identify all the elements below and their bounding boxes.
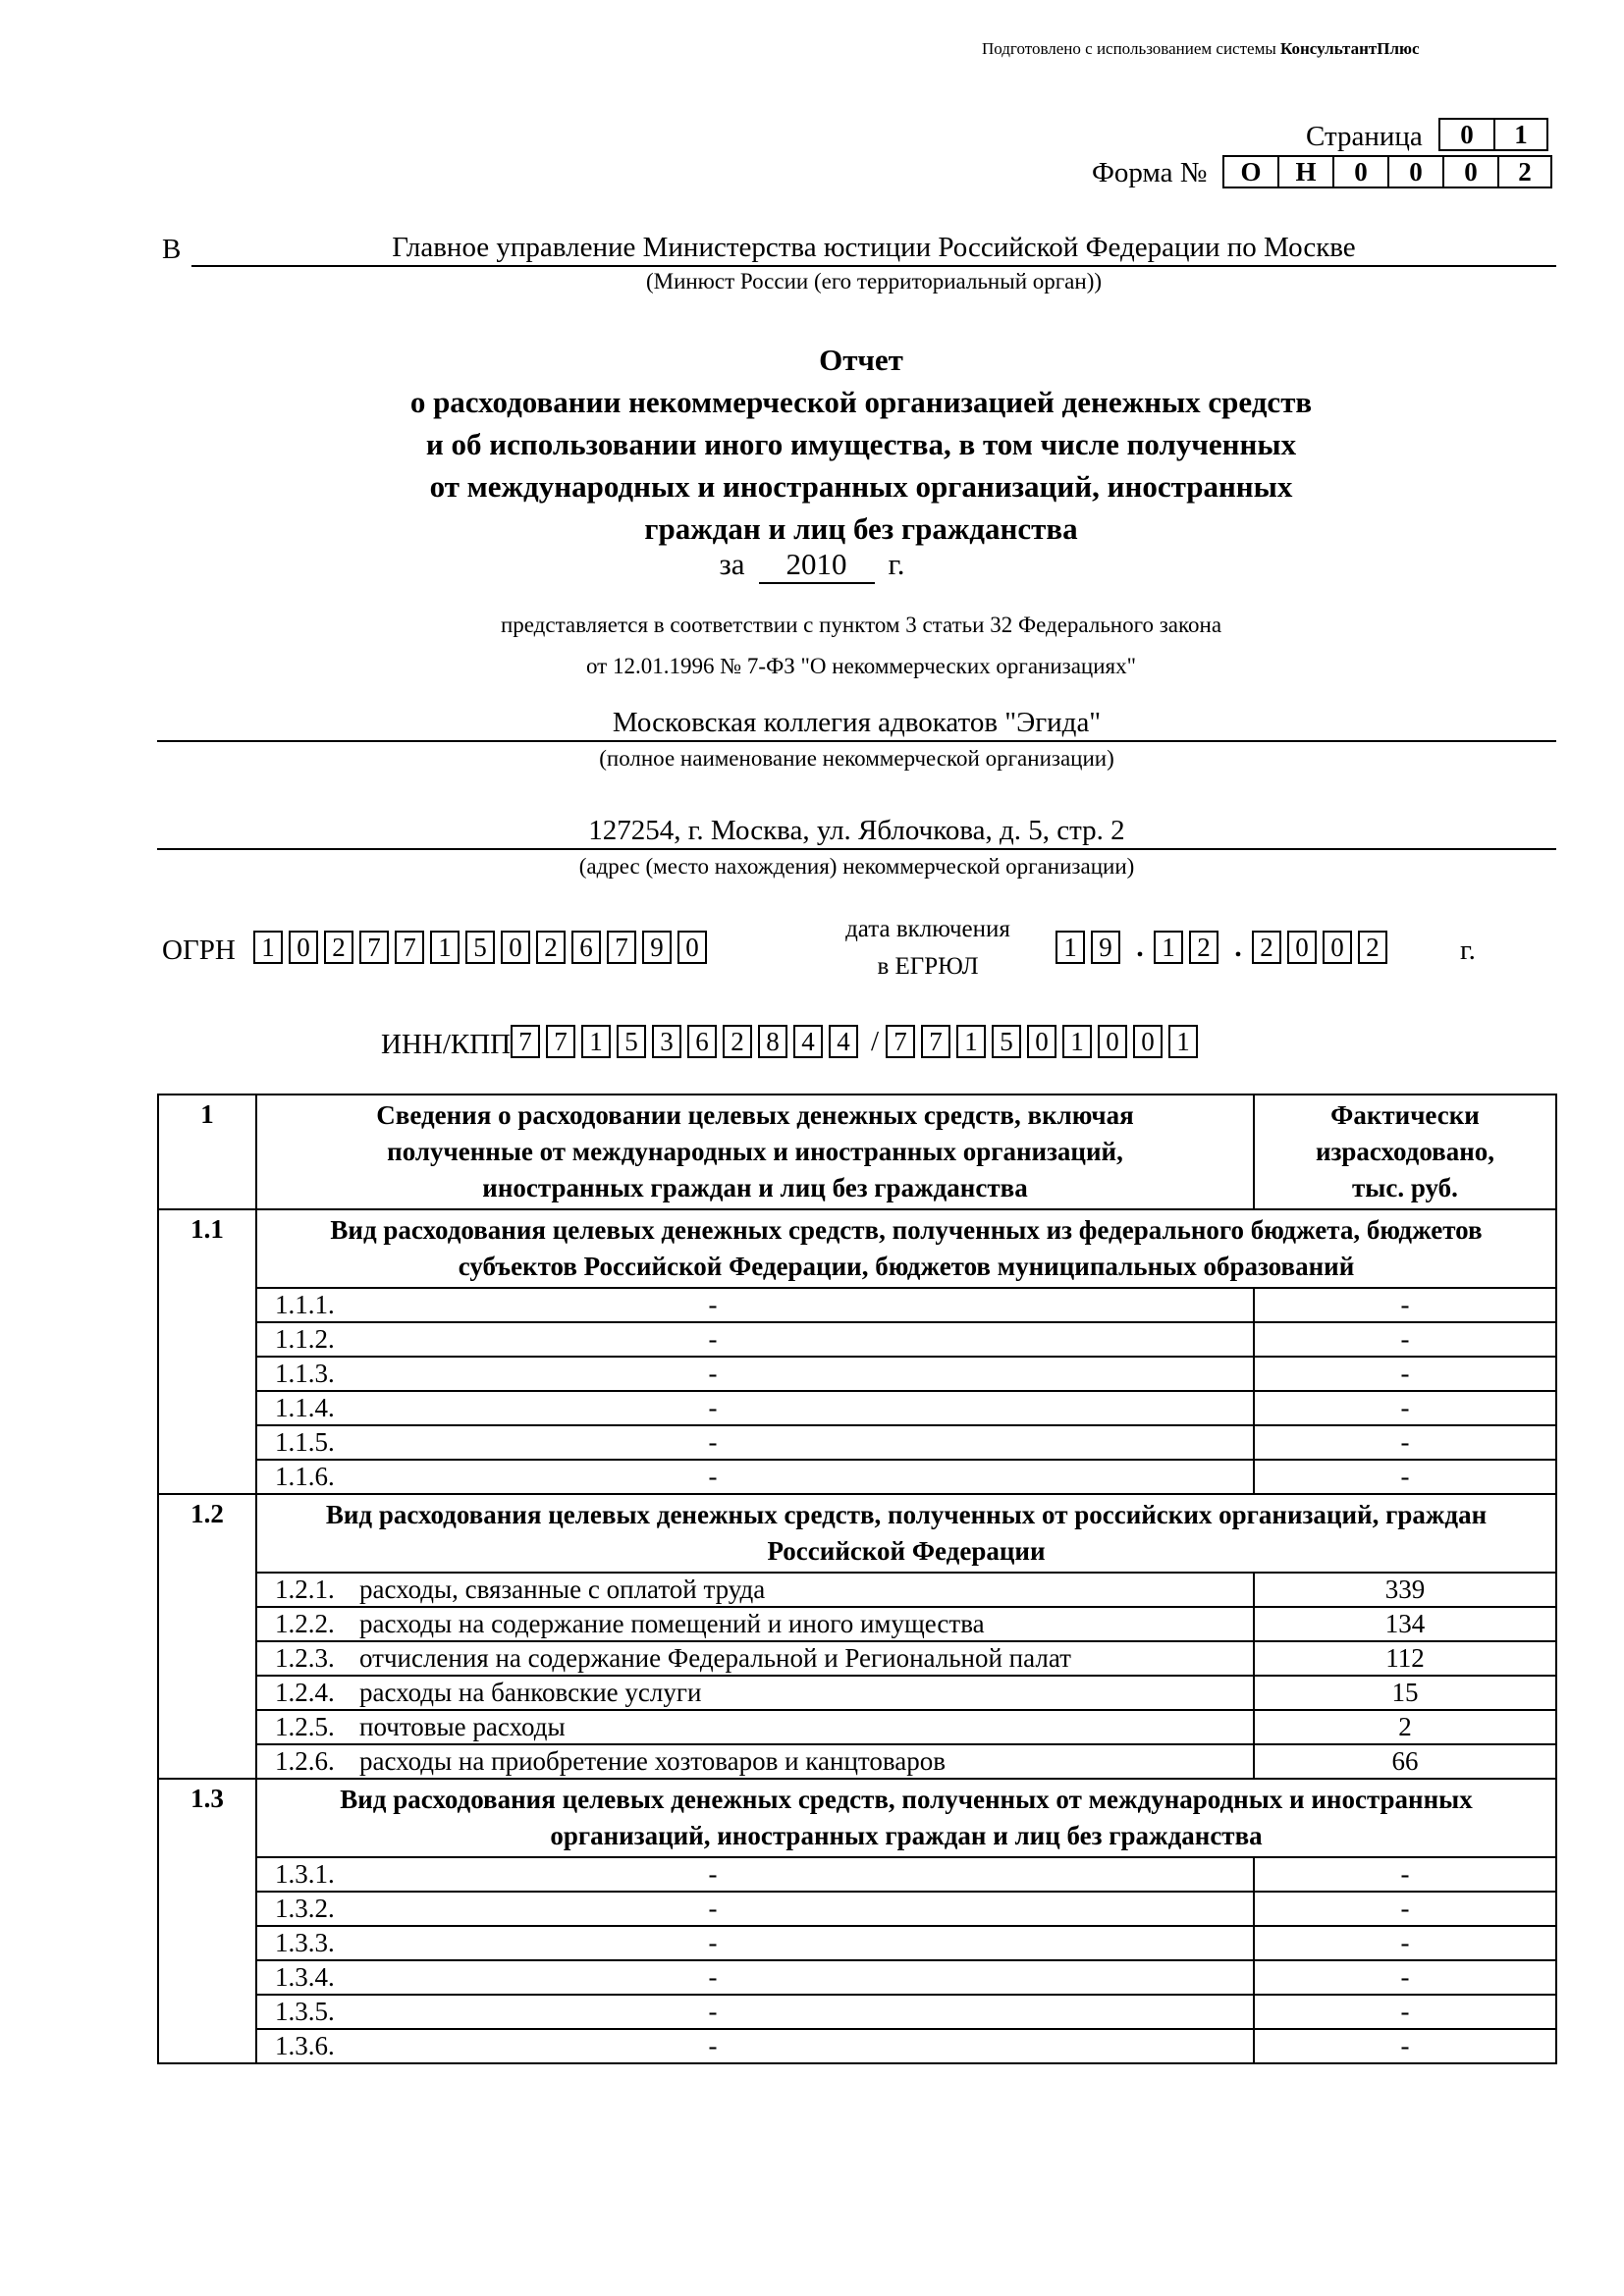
ogrn-digit: 0 bbox=[677, 931, 707, 964]
form-char: Н bbox=[1277, 155, 1332, 188]
row-label bbox=[256, 1425, 1254, 1460]
row-value: - bbox=[1254, 1460, 1556, 1494]
inn-kpp-separator: / bbox=[870, 1025, 880, 1057]
row-code: 1.2.5. bbox=[275, 1712, 335, 1741]
ogrn-digit: 1 bbox=[430, 931, 460, 964]
row-label bbox=[256, 1573, 1254, 1607]
ogrn-digit: 2 bbox=[324, 931, 353, 964]
ogrn-digit: 7 bbox=[607, 931, 636, 964]
inn-digit: 4 bbox=[793, 1025, 823, 1058]
address-caption: (адрес (место нахождения) некоммерческой организации) bbox=[578, 854, 1135, 879]
table-row bbox=[158, 1995, 1556, 2029]
inn-digit: 2 bbox=[723, 1025, 752, 1058]
kpp-digit: 7 bbox=[886, 1025, 915, 1058]
ogrn-digit: 1 bbox=[253, 931, 283, 964]
inn-digit: 4 bbox=[829, 1025, 858, 1058]
kpp-digit: 1 bbox=[1062, 1025, 1092, 1058]
table-row bbox=[158, 1391, 1556, 1425]
row-name: - bbox=[708, 1462, 718, 1491]
row-label bbox=[256, 1288, 1254, 1322]
section-title-line: Вид расходования целевых денежных средств, полученных от международных и иностранных bbox=[340, 1785, 1473, 1814]
form-char: 2 bbox=[1497, 155, 1552, 188]
row-name: - bbox=[708, 1324, 718, 1354]
section-title-line: субъектов Российской Федерации, бюджетов муниципальных образований bbox=[458, 1252, 1355, 1281]
table-row bbox=[158, 1892, 1556, 1926]
inn-digit: 3 bbox=[652, 1025, 681, 1058]
table-row bbox=[158, 1960, 1556, 1995]
row-code: 1.1.4. bbox=[275, 1393, 335, 1422]
section-title-line: Вид расходования целевых денежных средств, полученных из федерального бюджета, бюджетов bbox=[330, 1215, 1483, 1245]
row-value: - bbox=[1254, 1322, 1556, 1357]
row-label bbox=[256, 1460, 1254, 1494]
ogrn-cells bbox=[253, 931, 713, 964]
header-title-line: иностранных граждан и лиц без гражданства bbox=[482, 1173, 1028, 1202]
page-digit: 0 bbox=[1438, 118, 1493, 151]
row-name: расходы, связанные с оплатой труда bbox=[359, 1575, 766, 1604]
egrul-label-line: дата включения bbox=[845, 916, 1010, 942]
title-line: граждан и лиц без гражданства bbox=[644, 511, 1078, 546]
ogrn-digit: 7 bbox=[359, 931, 389, 964]
row-label bbox=[256, 1391, 1254, 1425]
row-label bbox=[256, 1607, 1254, 1641]
date-day-digit: 1 bbox=[1056, 931, 1085, 964]
header-note-brand: КонсультантПлюс bbox=[1280, 39, 1420, 58]
header-title-line: полученные от международных и иностранных организаций, bbox=[387, 1137, 1123, 1166]
row-name: почтовые расходы bbox=[359, 1712, 566, 1741]
table-row bbox=[158, 1573, 1556, 1607]
section-num: 1.2 bbox=[158, 1494, 256, 1779]
row-code: 1.2.1. bbox=[275, 1575, 335, 1604]
section-row bbox=[158, 1209, 1556, 1288]
ogrn-digit: 0 bbox=[289, 931, 318, 964]
row-value: - bbox=[1254, 1926, 1556, 1960]
ogrn-digit: 9 bbox=[642, 931, 672, 964]
expenditure-table bbox=[157, 1094, 1557, 2064]
kpp-digit: 0 bbox=[1098, 1025, 1127, 1058]
egrul-date-label bbox=[835, 911, 1021, 986]
row-name: - bbox=[708, 1962, 718, 1992]
row-name: - bbox=[708, 1290, 718, 1319]
row-name: отчисления на содержание Федеральной и Региональной палат bbox=[359, 1643, 1071, 1673]
table-row bbox=[158, 1460, 1556, 1494]
table-row bbox=[158, 1607, 1556, 1641]
row-label bbox=[256, 1322, 1254, 1357]
section-title-line: Вид расходования целевых денежных средств, полученных от российских организаций, граждан bbox=[325, 1500, 1488, 1529]
row-code: 1.3.1. bbox=[275, 1859, 335, 1889]
kpp-digit: 0 bbox=[1027, 1025, 1056, 1058]
inn-kpp-cells bbox=[511, 1025, 1204, 1058]
egrul-label-line: в ЕГРЮЛ bbox=[877, 953, 979, 980]
row-label bbox=[256, 1357, 1254, 1391]
egrul-date-cells bbox=[1056, 931, 1393, 964]
row-name: - bbox=[708, 1393, 718, 1422]
row-code: 1.1.2. bbox=[275, 1324, 335, 1354]
table-row bbox=[158, 1288, 1556, 1322]
row-value: - bbox=[1254, 1425, 1556, 1460]
table-row bbox=[158, 1744, 1556, 1779]
ogrn-digit: 0 bbox=[501, 931, 530, 964]
date-month-digit: 2 bbox=[1189, 931, 1218, 964]
row-value: 66 bbox=[1254, 1744, 1556, 1779]
date-separator: . bbox=[1234, 931, 1242, 963]
form-char: 0 bbox=[1332, 155, 1387, 188]
egrul-date-suffix: г. bbox=[1460, 934, 1476, 966]
title-line: от международных и иностранных организаций, иностранных bbox=[429, 469, 1293, 504]
inn-digit: 8 bbox=[758, 1025, 787, 1058]
row-label bbox=[256, 1676, 1254, 1710]
form-char: 0 bbox=[1442, 155, 1497, 188]
section-num: 1.1 bbox=[158, 1209, 256, 1494]
row-name: расходы на банковские услуги bbox=[359, 1678, 702, 1707]
row-value: - bbox=[1254, 1288, 1556, 1322]
row-value: - bbox=[1254, 1357, 1556, 1391]
kpp-digit: 5 bbox=[992, 1025, 1021, 1058]
table-row bbox=[158, 1641, 1556, 1676]
header-value bbox=[1254, 1095, 1556, 1209]
table-header-row bbox=[158, 1095, 1556, 1209]
inn-digit: 5 bbox=[617, 1025, 646, 1058]
row-name: - bbox=[708, 1859, 718, 1889]
row-code: 1.3.6. bbox=[275, 2031, 335, 2060]
date-month-digit: 1 bbox=[1154, 931, 1183, 964]
row-label bbox=[256, 1892, 1254, 1926]
page-digit: 1 bbox=[1493, 118, 1548, 151]
row-code: 1.2.2. bbox=[275, 1609, 335, 1638]
title-line: и об использовании иного имущества, в том числе полученных bbox=[425, 427, 1297, 461]
period-prefix: за bbox=[719, 547, 745, 581]
date-year-digit: 2 bbox=[1252, 931, 1281, 964]
row-name: расходы на содержание помещений и иного имущества bbox=[359, 1609, 985, 1638]
ogrn-digit: 5 bbox=[465, 931, 495, 964]
row-value: - bbox=[1254, 1960, 1556, 1995]
table-row bbox=[158, 1425, 1556, 1460]
row-name: - bbox=[708, 2031, 718, 2060]
date-year-digit: 0 bbox=[1323, 931, 1352, 964]
section-title-line: Российской Федерации bbox=[767, 1536, 1046, 1566]
table-row bbox=[158, 1676, 1556, 1710]
inn-digit: 7 bbox=[511, 1025, 540, 1058]
recipient-prefix: В bbox=[162, 234, 182, 265]
table-row bbox=[158, 1926, 1556, 1960]
inn-digit: 1 bbox=[581, 1025, 611, 1058]
form-char: О bbox=[1222, 155, 1277, 188]
row-label bbox=[256, 1710, 1254, 1744]
row-label bbox=[256, 1995, 1254, 2029]
organization-caption: (полное наименование некоммерческой организации) bbox=[599, 746, 1114, 771]
row-value: - bbox=[1254, 1892, 1556, 1926]
basis-line: от 12.01.1996 № 7-ФЗ "О некоммерческих организациях" bbox=[585, 654, 1137, 678]
header-title-line: Сведения о расходовании целевых денежных средств, включая bbox=[376, 1100, 1134, 1130]
ogrn-digit: 6 bbox=[571, 931, 601, 964]
table-row bbox=[158, 1710, 1556, 1744]
recipient-value: Главное управление Министерства юстиции Российской Федерации по Москве bbox=[392, 232, 1356, 263]
report-period bbox=[0, 547, 1624, 584]
date-year-digit: 0 bbox=[1287, 931, 1317, 964]
row-value: 134 bbox=[1254, 1607, 1556, 1641]
basis-line: представляется в соответствии с пунктом 3 статьи 32 Федерального закона bbox=[500, 613, 1222, 637]
title-line: о расходовании некоммерческой организацией денежных средств bbox=[409, 385, 1313, 419]
row-code: 1.3.4. bbox=[275, 1962, 335, 1992]
section-title bbox=[256, 1494, 1556, 1573]
section-title bbox=[256, 1209, 1556, 1288]
table-row bbox=[158, 1357, 1556, 1391]
row-code: 1.3.2. bbox=[275, 1894, 335, 1923]
row-code: 1.2.6. bbox=[275, 1746, 335, 1776]
row-label bbox=[256, 1960, 1254, 1995]
inn-digit: 6 bbox=[687, 1025, 717, 1058]
row-value: - bbox=[1254, 1995, 1556, 2029]
period-year: 2010 bbox=[759, 547, 875, 584]
section-num: 1.3 bbox=[158, 1779, 256, 2063]
header-value-line: израсходовано, bbox=[1315, 1137, 1495, 1166]
kpp-digit: 1 bbox=[1168, 1025, 1198, 1058]
organization-name: Московская коллегия адвокатов "Эгида" bbox=[612, 707, 1102, 738]
period-suffix: г. bbox=[888, 547, 905, 581]
header-title bbox=[256, 1095, 1254, 1209]
row-name: - bbox=[708, 1928, 718, 1957]
form-char: 0 bbox=[1387, 155, 1442, 188]
row-name: - bbox=[708, 1427, 718, 1457]
row-value: - bbox=[1254, 2029, 1556, 2063]
title-line: Отчет bbox=[819, 343, 903, 377]
section-title bbox=[256, 1779, 1556, 1857]
kpp-digit: 0 bbox=[1133, 1025, 1163, 1058]
section-row bbox=[158, 1494, 1556, 1573]
row-name: расходы на приобретение хозтоваров и канцтоваров bbox=[359, 1746, 946, 1776]
row-label bbox=[256, 1744, 1254, 1779]
row-value: 339 bbox=[1254, 1573, 1556, 1607]
row-value: 15 bbox=[1254, 1676, 1556, 1710]
row-label bbox=[256, 1857, 1254, 1892]
recipient-caption: (Минюст России (его территориальный орган)) bbox=[645, 269, 1103, 294]
section-row bbox=[158, 1779, 1556, 1857]
row-code: 1.3.5. bbox=[275, 1997, 335, 2026]
form-label: Форма № bbox=[1092, 157, 1208, 188]
ogrn-digit: 7 bbox=[395, 931, 424, 964]
row-code: 1.1.6. bbox=[275, 1462, 335, 1491]
date-day-digit: 9 bbox=[1091, 931, 1120, 964]
table-row bbox=[158, 1322, 1556, 1357]
header-num: 1 bbox=[158, 1095, 256, 1209]
header-value-line: Фактически bbox=[1330, 1100, 1480, 1130]
inn-kpp-label: ИНН/КПП bbox=[381, 1029, 512, 1060]
form-number-cells bbox=[1222, 155, 1552, 188]
page-number-cells bbox=[1438, 118, 1548, 151]
row-value: - bbox=[1254, 1857, 1556, 1892]
section-title-line: организаций, иностранных граждан и лиц без гражданства bbox=[550, 1821, 1263, 1850]
row-label bbox=[256, 1641, 1254, 1676]
header-note bbox=[982, 39, 1420, 59]
inn-digit: 7 bbox=[546, 1025, 575, 1058]
kpp-digit: 7 bbox=[921, 1025, 950, 1058]
row-code: 1.3.3. bbox=[275, 1928, 335, 1957]
row-code: 1.1.5. bbox=[275, 1427, 335, 1457]
row-code: 1.2.4. bbox=[275, 1678, 335, 1707]
row-label bbox=[256, 2029, 1254, 2063]
row-value: 2 bbox=[1254, 1710, 1556, 1744]
row-name: - bbox=[708, 1997, 718, 2026]
row-label bbox=[256, 1926, 1254, 1960]
header-value-line: тыс. руб. bbox=[1352, 1173, 1458, 1202]
row-code: 1.1.1. bbox=[275, 1290, 335, 1319]
row-name: - bbox=[708, 1894, 718, 1923]
kpp-digit: 1 bbox=[956, 1025, 986, 1058]
page-label: Страница bbox=[1306, 121, 1423, 152]
row-name: - bbox=[708, 1359, 718, 1388]
legal-basis bbox=[223, 605, 1499, 687]
header-note-prefix: Подготовлено с использованием системы bbox=[982, 39, 1276, 58]
table-row bbox=[158, 1857, 1556, 1892]
row-code: 1.1.3. bbox=[275, 1359, 335, 1388]
organization-address: 127254, г. Москва, ул. Яблочкова, д. 5, стр. 2 bbox=[588, 815, 1125, 846]
row-value: - bbox=[1254, 1391, 1556, 1425]
date-year-digit: 2 bbox=[1358, 931, 1387, 964]
ogrn-digit: 2 bbox=[536, 931, 566, 964]
row-code: 1.2.3. bbox=[275, 1643, 335, 1673]
report-title bbox=[223, 339, 1499, 550]
row-value: 112 bbox=[1254, 1641, 1556, 1676]
ogrn-label: ОГРН bbox=[162, 934, 236, 966]
date-separator: . bbox=[1136, 931, 1144, 963]
table-row bbox=[158, 2029, 1556, 2063]
